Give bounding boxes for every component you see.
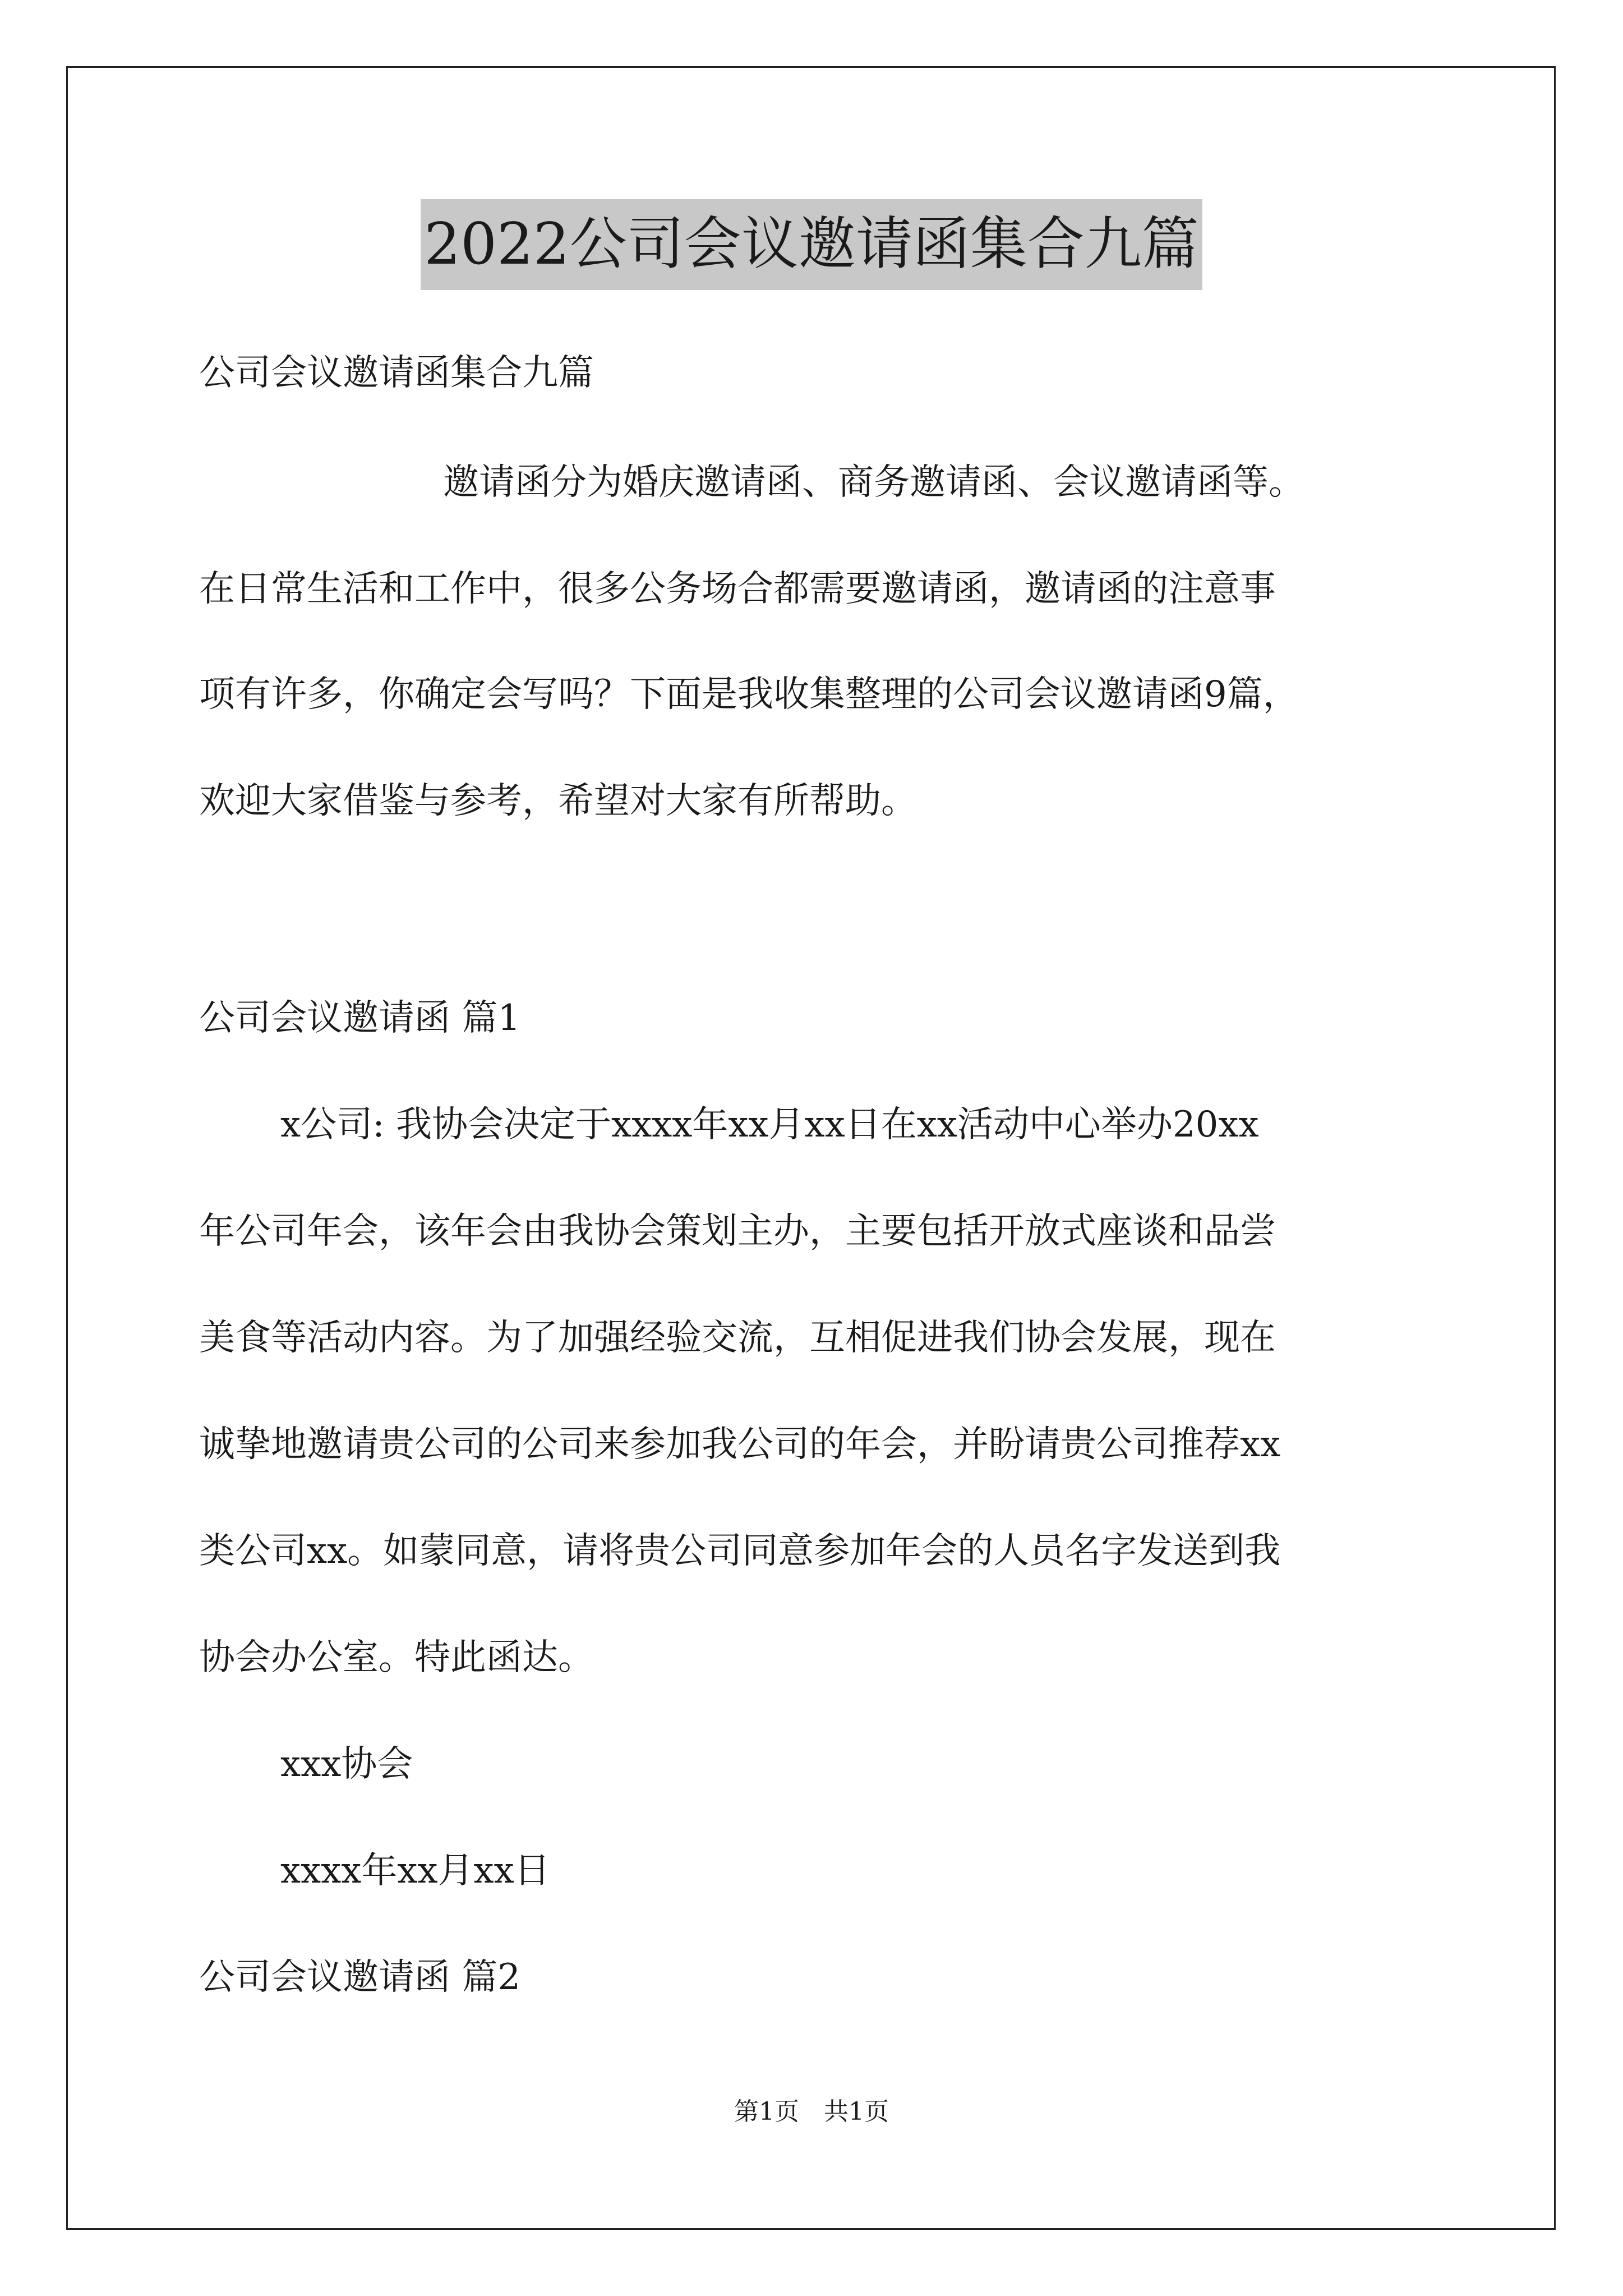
intro-line-3: 项有许多，你确定会写吗？下面是我收集整理的公司会议邀请函9篇， (199, 674, 1299, 715)
page-footer: 第1页 共1页 (734, 2097, 889, 2126)
section-1-date: xxxx年xx月xx日 (280, 1850, 550, 1892)
section-1-line-2: 年公司年会，该年会由我协会策划主办，主要包括开放式座谈和品尝 (199, 1211, 1276, 1252)
intro-line-1: 邀请函分为婚庆邀请函、商务邀请函、会议邀请函等。 (443, 462, 1304, 503)
section-1-line-4: 诚挚地邀请贵公司的公司来参加我公司的年会，并盼请贵公司推荐xx (199, 1424, 1281, 1465)
document-subtitle: 公司会议邀请函集合九篇 (199, 352, 594, 394)
intro-line-4: 欢迎大家借鉴与参考，希望对大家有所帮助。 (199, 780, 917, 822)
title-container (0, 199, 1623, 290)
section-1-line-1: x公司: 我协会决定于xxxx年xx月xx日在xx活动中心举办20xx (280, 1104, 1259, 1145)
section-1-line-3: 美食等活动内容。为了加强经验交流，互相促进我们协会发展，现在 (199, 1317, 1276, 1359)
section-1-heading: 公司会议邀请函 篇1 (199, 997, 521, 1039)
document-title: 2022公司会议邀请函集合九篇 (421, 199, 1202, 290)
section-1-line-5: 类公司xx。如蒙同意，请将贵公司同意参加年会的人员名字发送到我 (199, 1530, 1281, 1572)
section-1-signature: xxx协会 (280, 1743, 413, 1785)
section-2-heading: 公司会议邀请函 篇2 (199, 1957, 521, 1998)
intro-line-2: 在日常生活和工作中，很多公务场合都需要邀请函，邀请函的注意事 (199, 568, 1276, 610)
section-1-line-6: 协会办公室。特此函达。 (199, 1637, 594, 1678)
